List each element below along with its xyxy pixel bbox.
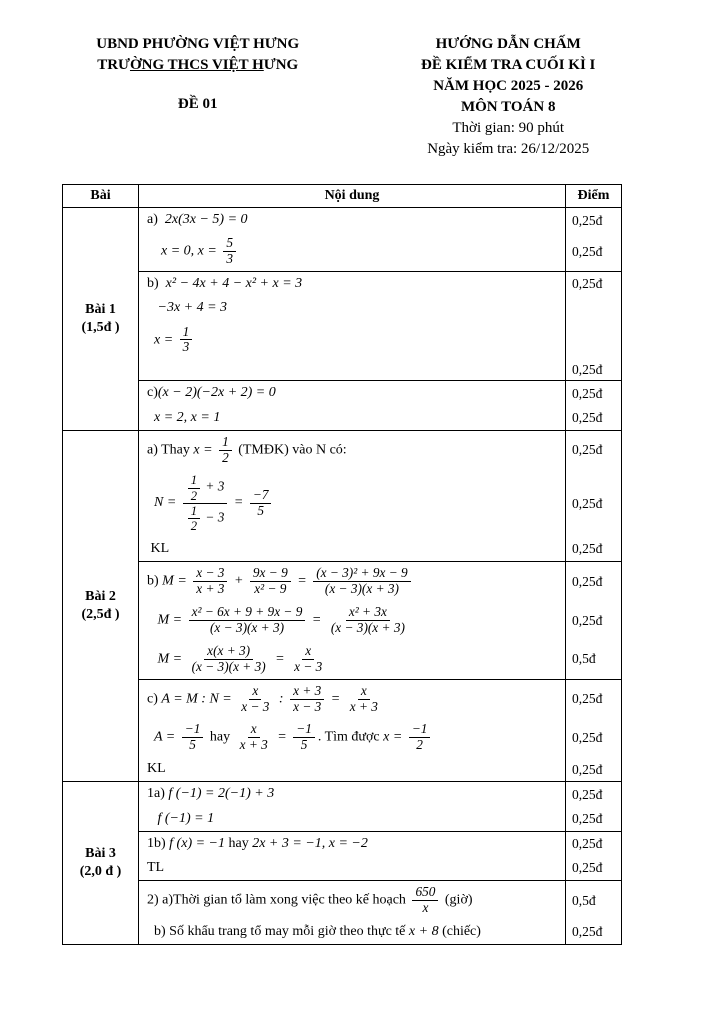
fraction [219, 435, 232, 466]
fraction-numerator [293, 722, 315, 738]
fraction-denominator [188, 489, 200, 503]
answer-line [139, 807, 621, 831]
answer-line [139, 272, 621, 296]
answer-line [139, 832, 621, 856]
column-header-bai: Bài [63, 185, 139, 207]
plain-text: . Tìm được [317, 730, 384, 746]
point-cell [565, 920, 621, 944]
line-content [139, 856, 565, 880]
line-content [139, 296, 565, 320]
answer-line [139, 881, 621, 920]
answer-line [139, 469, 621, 537]
point-cell [565, 381, 621, 405]
point-cell [565, 537, 621, 561]
math-text: 2 [190, 488, 198, 503]
math-text: x [252, 682, 259, 698]
math-text: + [230, 573, 247, 589]
fraction-numerator [183, 473, 228, 503]
plain-text: a) Thay [147, 442, 194, 458]
point-value: 0,25đ [572, 860, 603, 876]
fraction-denominator [298, 738, 311, 753]
point-value: 0,5đ [572, 651, 596, 667]
math-text: 650 [415, 884, 436, 900]
point-value: 0,25đ [572, 836, 603, 852]
line-content [139, 469, 565, 537]
fraction-numerator [248, 722, 260, 738]
org-name: UBND PHƯỜNG VIỆT HƯNG [96, 36, 300, 52]
bai-group [63, 782, 621, 944]
math-text: (x − 3)(x + 3) [330, 619, 405, 635]
math-text: + 3 [202, 479, 225, 495]
point-cell [565, 208, 621, 232]
math-text: −3x + 4 = 3 [147, 300, 228, 316]
line-content [139, 807, 565, 831]
math-text: x² − 4x + 4 − x² + x = 3 [165, 276, 303, 292]
bai-group [63, 431, 621, 783]
math-text: A = [147, 730, 179, 746]
fraction-numerator [219, 435, 232, 451]
table-header-row [63, 185, 621, 208]
fraction-denominator [238, 700, 272, 715]
answer-row [139, 208, 621, 272]
answer-line [139, 757, 621, 781]
fraction-denominator [188, 519, 200, 533]
point-value: 0,25đ [572, 730, 603, 746]
exam-code: ĐỀ 01 [177, 96, 218, 112]
fraction-denominator [219, 451, 232, 466]
point-value: 0,25đ [572, 924, 603, 940]
bai-rows [139, 431, 621, 782]
math-text: x + 3 [239, 737, 268, 753]
table-body [63, 208, 621, 944]
line-content [139, 562, 565, 601]
math-text: 3 [182, 339, 190, 355]
fraction-denominator [413, 738, 426, 753]
point-value: 0,25đ [572, 573, 603, 589]
line-content [139, 881, 565, 920]
fraction-denominator [322, 582, 402, 597]
math-text: x + 3 [349, 698, 378, 714]
fraction [193, 566, 227, 597]
math-text: 5 [257, 502, 264, 518]
fraction-numerator [182, 722, 204, 738]
math-text: 2 [190, 518, 198, 533]
answer-line [139, 321, 621, 360]
point-value: 0,25đ [572, 691, 603, 707]
header-left [58, 34, 337, 160]
exam-date: Ngày kiểm tra: 26/12/2025 [427, 141, 590, 157]
bai-label [63, 208, 139, 430]
fraction-denominator [347, 700, 381, 715]
math-text: : [275, 691, 288, 707]
school-name [58, 55, 337, 76]
point-cell [565, 321, 621, 360]
math-text: = [230, 495, 247, 511]
plain-text: 1b) [147, 835, 170, 851]
line-content [139, 321, 565, 360]
answer-line [139, 381, 621, 405]
answer-line [139, 782, 621, 806]
line-content [139, 782, 565, 806]
bai-label-line: Bài 3 [85, 846, 116, 862]
answer-line [139, 562, 621, 601]
school-year: NĂM HỌC 2025 - 2026 [433, 78, 584, 94]
point-cell [565, 562, 621, 601]
point-cell [565, 832, 621, 856]
answer-row [139, 431, 621, 563]
column-header-diem: Điểm [565, 185, 621, 207]
plain-text: b) [147, 276, 166, 292]
line-content [139, 272, 565, 296]
document-header [0, 26, 725, 160]
point-cell [565, 807, 621, 831]
math-text: x [250, 721, 257, 737]
fraction [180, 325, 193, 356]
answer-line [139, 640, 621, 679]
point-cell [565, 272, 621, 296]
math-text: x(x + 3) [207, 642, 251, 658]
plain-text: b) [147, 573, 163, 589]
math-text: x = 2, x = 1 [147, 409, 221, 425]
plain-text: hay [206, 730, 234, 746]
fraction-numerator [290, 684, 324, 700]
math-text: = [308, 612, 325, 628]
subject-name: MÔN TOÁN 8 [460, 99, 556, 115]
fraction-denominator [254, 504, 267, 519]
math-text: x [360, 682, 367, 698]
fraction-numerator [193, 566, 227, 582]
fraction [237, 722, 271, 753]
math-text: M = [147, 651, 186, 667]
math-text: = [271, 651, 289, 667]
fraction-denominator [290, 700, 324, 715]
answer-line [139, 718, 621, 757]
math-text: x = 0, x = [147, 243, 221, 259]
header-right [337, 34, 679, 160]
line-content [139, 640, 565, 679]
fraction-denominator [223, 252, 236, 267]
fraction [293, 722, 315, 753]
math-text: f (−1) = 1 [147, 810, 215, 826]
math-text: 5 [189, 737, 196, 753]
fraction [290, 684, 324, 715]
point-cell [565, 856, 621, 880]
answer-line [139, 601, 621, 640]
math-text: (x − 3)(x + 3) [191, 658, 266, 674]
fraction-numerator [346, 605, 390, 621]
point-value: 0,25đ [572, 212, 603, 228]
fraction-denominator [419, 901, 431, 916]
fraction-denominator [251, 582, 289, 597]
answer-row [139, 782, 621, 831]
math-text: 2 [222, 449, 229, 465]
answer-line [139, 431, 621, 470]
fraction [182, 722, 204, 753]
math-text: x² − 9 [254, 581, 287, 597]
fraction-denominator [189, 660, 269, 675]
plain-text: c) [147, 385, 158, 401]
school-name-post: ƯNG [263, 57, 299, 73]
line-content [139, 832, 565, 856]
math-text: M = [147, 612, 186, 628]
bai-label-line: (2,5đ ) [81, 607, 120, 623]
bai-label [63, 431, 139, 782]
math-text: 1 [182, 323, 190, 339]
column-header-noi-dung: Nội dung [324, 188, 380, 203]
math-text: 9x − 9 [252, 565, 288, 581]
point-value: 0,25đ [572, 276, 603, 292]
fraction [347, 684, 381, 715]
math-text: x + 3 [293, 682, 322, 698]
line-content [139, 359, 565, 380]
math-text: x [305, 642, 312, 658]
fraction-numerator [223, 236, 236, 252]
line-content [139, 920, 565, 944]
fraction [409, 722, 431, 753]
math-text: x² + 3x [348, 604, 387, 620]
math-text: x − 3 [241, 698, 270, 714]
point-value: 0,25đ [572, 442, 603, 458]
fraction [189, 644, 269, 675]
bai-label-line: Bài 1 [85, 301, 116, 317]
math-text: x − 3 [196, 565, 225, 581]
point-cell [565, 431, 621, 470]
math-text: 2 [416, 737, 423, 753]
math-text: = [327, 691, 344, 707]
plain-text: (giờ) [441, 892, 473, 908]
point-value: 0,25đ [572, 495, 603, 511]
point-cell [565, 757, 621, 781]
answer-row [139, 272, 621, 381]
plain-text: KL [147, 761, 166, 777]
line-content [139, 757, 565, 781]
math-text: 1 [190, 503, 198, 518]
answer-line [139, 856, 621, 880]
exam-duration: Thời gian: 90 phút [452, 120, 565, 136]
point-value: 0,25đ [572, 243, 603, 259]
line-content [139, 208, 565, 232]
math-text: − 3 [202, 509, 225, 525]
answer-row [139, 680, 621, 782]
math-text: 2x(3x − 5) = 0 [164, 212, 248, 228]
fraction [313, 566, 410, 597]
point-value: 0,25đ [572, 541, 603, 557]
answer-row [139, 381, 621, 429]
point-value: 0,25đ [572, 761, 603, 777]
fraction-numerator [188, 504, 200, 519]
answer-line [139, 406, 621, 430]
fraction-numerator [249, 684, 261, 700]
plain-text: a) [147, 212, 165, 228]
bai-label [63, 782, 139, 944]
fraction [238, 684, 272, 715]
math-text: A = M : N = [161, 691, 236, 707]
math-text: (x − 2)(−2x + 2) = 0 [157, 385, 276, 401]
line-content [139, 381, 565, 405]
point-value: 0,25đ [572, 385, 603, 401]
fraction-numerator [204, 644, 253, 660]
math-text: 2x + 3 = −1, x = −2 [252, 835, 368, 851]
school-name-underlined: ỜNG THCS VIỆT H [129, 57, 264, 73]
point-value: 0,25đ [572, 612, 603, 628]
math-text: (x − 3)(x + 3) [209, 619, 285, 635]
fraction-numerator [250, 488, 272, 504]
math-text: x [422, 900, 429, 916]
plain-text: TL [147, 859, 165, 875]
school-name-pre: TRƯ [97, 57, 130, 73]
answer-line [139, 920, 621, 944]
math-text: x² − 6x + 9 + 9x − 9 [191, 604, 303, 620]
fraction-denominator [291, 660, 325, 675]
fraction-numerator [358, 684, 370, 700]
math-text: −1 [411, 721, 428, 737]
fraction-numerator [412, 885, 438, 901]
fraction [250, 566, 291, 597]
bai-group [63, 208, 621, 431]
fraction-denominator [193, 582, 227, 597]
answer-line [139, 208, 621, 232]
math-text: 3 [226, 251, 233, 267]
math-text: −7 [252, 486, 269, 502]
point-cell [565, 359, 621, 380]
fraction [291, 644, 325, 675]
point-cell [565, 718, 621, 757]
plain-text: (chiếc) [438, 923, 481, 939]
fraction-numerator [250, 566, 291, 582]
bai-label-line: Bài 2 [85, 588, 116, 604]
math-text: (x − 3)² + 9x − 9 [316, 565, 408, 581]
math-text: N = [147, 495, 180, 511]
line-content [139, 431, 565, 470]
fraction-numerator [188, 473, 200, 488]
doc-title: HƯỚNG DẪN CHẤM [435, 36, 581, 52]
point-cell [565, 296, 621, 320]
fraction-numerator [189, 605, 306, 621]
fraction-numerator [313, 566, 410, 582]
line-content [139, 406, 565, 430]
bai-rows [139, 782, 621, 944]
line-content [139, 537, 565, 561]
plain-text: b) Số khẩu trang tổ may mỗi giờ theo thực tế [147, 923, 409, 939]
line-content [139, 680, 565, 719]
math-text: = [273, 730, 291, 746]
math-text: 5 [300, 737, 308, 753]
math-text: x + 3 [196, 581, 225, 597]
point-cell [565, 782, 621, 806]
plain-text: hay [225, 835, 253, 851]
math-text: x − 3 [293, 698, 322, 714]
point-cell [565, 469, 621, 537]
point-cell [565, 881, 621, 920]
math-text: −1 [296, 721, 312, 737]
answer-line [139, 537, 621, 561]
math-text: 1 [222, 433, 229, 449]
fraction-numerator [180, 325, 193, 341]
exam-title: ĐỀ KIỂM TRA CUỐI KÌ I [421, 57, 596, 73]
plain-text: c) [147, 691, 162, 707]
answer-line [139, 232, 621, 271]
math-text: −1 [184, 721, 201, 737]
line-content [139, 232, 565, 271]
answer-row [139, 832, 621, 881]
fraction-denominator [207, 621, 287, 636]
fraction [188, 504, 200, 533]
fraction-denominator [186, 738, 199, 753]
point-value: 0,5đ [572, 892, 596, 908]
answer-line [139, 680, 621, 719]
plain-text: 1a) [147, 786, 169, 802]
line-content [139, 718, 565, 757]
math-text: M = [162, 573, 191, 589]
math-text: x − 3 [294, 658, 323, 674]
answer-table [62, 184, 622, 945]
point-cell [565, 601, 621, 640]
fraction [183, 473, 228, 533]
math-text: (x − 3)(x + 3) [324, 581, 399, 597]
answer-line [139, 296, 621, 320]
point-cell [565, 680, 621, 719]
fraction [223, 236, 236, 267]
math-text: x = [193, 442, 217, 458]
math-text: x = [383, 730, 406, 746]
point-value: 0,25đ [572, 810, 603, 826]
bai-label-line: (2,0 đ ) [79, 864, 122, 880]
fraction-denominator [328, 621, 408, 636]
bai-rows [139, 208, 621, 430]
math-text: 5 [226, 235, 233, 251]
fraction [328, 605, 408, 636]
fraction [189, 605, 306, 636]
point-value: 0,25đ [572, 786, 603, 802]
math-text: 1 [190, 473, 198, 488]
math-text: x + 8 [408, 923, 439, 939]
point-cell [565, 232, 621, 271]
math-text: f (x) = −1 [169, 835, 225, 851]
fraction [188, 473, 200, 502]
line-content [139, 601, 565, 640]
answer-row [139, 562, 621, 679]
answer-row [139, 881, 621, 944]
point-cell [565, 406, 621, 430]
math-text: = [293, 573, 311, 589]
answer-line [139, 359, 621, 380]
plain-text: KL [147, 541, 170, 557]
bai-label-line: (1,5đ ) [81, 319, 120, 335]
point-value: 0,25đ [572, 362, 603, 378]
math-text: x = [147, 332, 177, 348]
fraction-denominator [237, 738, 271, 753]
point-cell [565, 640, 621, 679]
math-text: f (−1) = 2(−1) + 3 [168, 786, 275, 802]
fraction-numerator [302, 644, 314, 660]
plain-text: (TMĐK) vào N có: [234, 442, 347, 458]
plain-text: 2) a)Thời gian tổ làm xong việc theo kế hoạch [147, 892, 410, 908]
fraction-numerator [409, 722, 431, 738]
fraction-denominator [180, 340, 193, 355]
fraction [412, 885, 438, 916]
fraction [250, 488, 272, 519]
fraction-denominator [183, 504, 228, 533]
point-value: 0,25đ [572, 409, 603, 425]
